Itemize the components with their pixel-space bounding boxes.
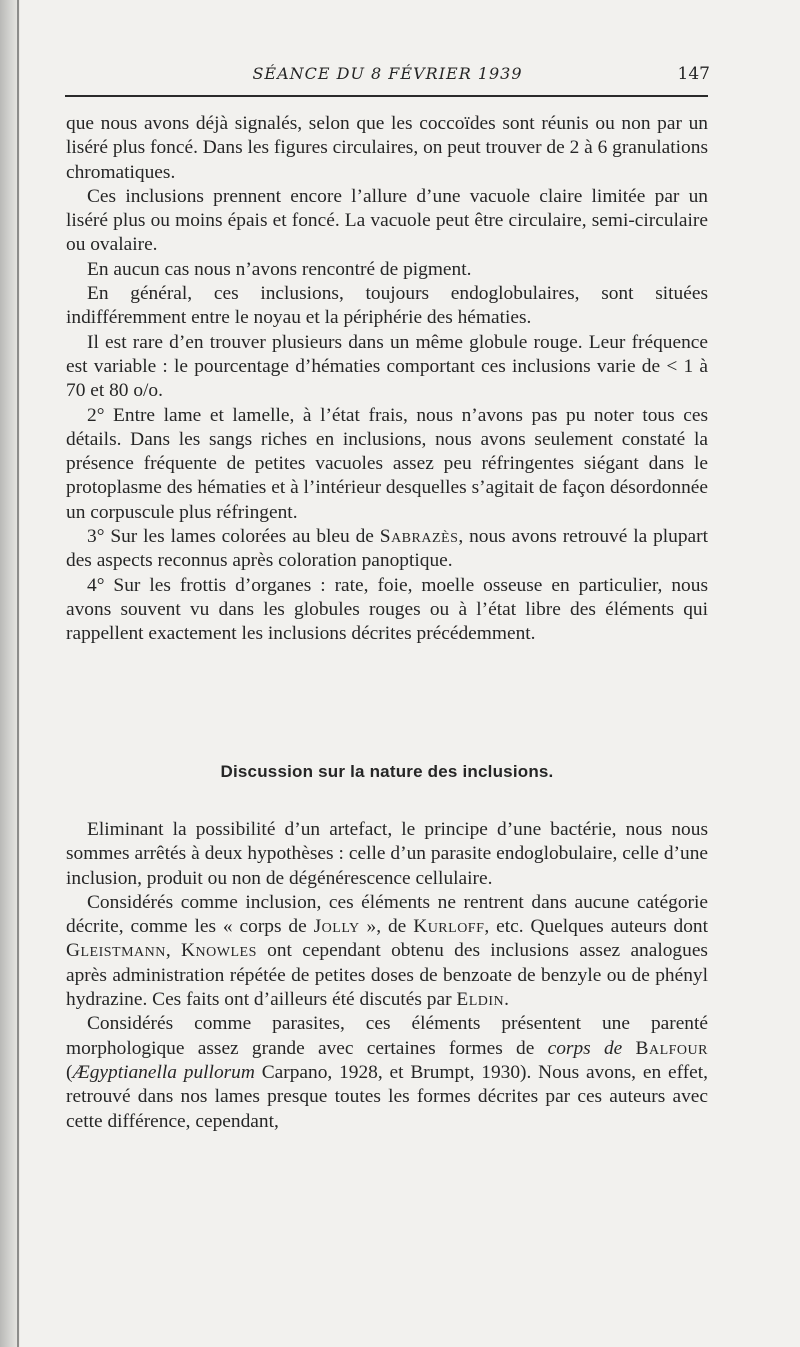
author-name: Gleistmann xyxy=(66,940,166,962)
paragraph xyxy=(66,891,708,1012)
text-run: Carpano, 1928, et Brumpt, 1930). Nous avons, en effet, retrouvé dans nos lames presque toutes les formes décrites par ces auteurs avec cette différence, cependant, xyxy=(66,1061,708,1132)
species-name: Ægyptianella pullorum xyxy=(72,1061,255,1083)
author-name: Sabrazès xyxy=(379,526,459,548)
body-text-lower xyxy=(66,818,708,1134)
paragraph: Eliminant la possibilité d’un artefact, le principe d’une bactérie, nous nous sommes arrêtés à deux hypothèses : celle d’un parasite endoglobulaire, celle d’une inclusion, produit ou non de dégénérescence cellulaire. xyxy=(66,819,708,889)
running-title: SÉANCE DU 8 FÉVRIER 1939 xyxy=(252,64,523,83)
paragraph xyxy=(66,1012,708,1133)
text-run: , etc. Quelques auteurs dont xyxy=(484,916,708,938)
text-run: Considérés comme inclusion, ces éléments ne rentrent dans aucune catégorie décrite, comme les « corps de xyxy=(66,891,708,938)
author-name: Kurloff xyxy=(413,916,485,938)
text-run: Considérés comme parasites, ces éléments présentent une parenté morphologique assez grande avec certaines formes de xyxy=(66,1013,708,1059)
text-run: ( xyxy=(66,1061,73,1083)
page-header xyxy=(65,62,710,92)
author-name: Knowles xyxy=(181,940,257,962)
header-rule xyxy=(65,95,708,97)
text-run xyxy=(622,1038,635,1059)
paragraph: 4° Sur les frottis d’organes : rate, foie, moelle osseuse en particulier, nous avons souvent vu dans les globules rouges ou à l’état libre des éléments qui rappellent exactement les inclusions décrites précédemment. xyxy=(66,574,708,645)
text-run: , nous avons retrouvé la plupart des aspects reconnus après coloration panoptique. xyxy=(66,526,708,572)
author-name: Eldin xyxy=(456,989,505,1011)
paragraph: Il est rare d’en trouver plusieurs dans un même globule rouge. Leur fréquence est variable : le pourcentage d’hématies comportant ces inclusions varie de < 1 à 70 et 80 o/o. xyxy=(66,331,708,402)
text-run: ont cependant obtenu des inclusions assez analogues après administration répétée de petites doses de benzoate de benzyle ou de phényl hydrazine. Ces faits ont d’ailleurs été discutés par xyxy=(66,940,708,1011)
text-run: , xyxy=(165,940,182,962)
author-name: Balfour xyxy=(635,1037,708,1059)
body-text-upper xyxy=(66,112,708,647)
text-run: 3° Sur les lames colorées au bleu de xyxy=(87,526,380,548)
italic-term: corps de xyxy=(547,1037,623,1059)
paragraph: En aucun cas nous n’avons rencontré de pigment. xyxy=(87,258,472,280)
page-binding-line xyxy=(17,0,19,1347)
paragraph: que nous avons déjà signalés, selon que les coccoïdes sont réunis ou non par un liséré plus foncé. Dans les figures circulaires, on peut trouver de 2 à 6 granulations chromatiques. xyxy=(66,113,708,183)
page-number: 147 xyxy=(677,64,710,84)
author-name: Jolly xyxy=(313,916,360,938)
paragraph xyxy=(66,525,708,574)
paragraph: Ces inclusions prennent encore l’allure d’une vacuole claire limitée par un liséré plus ou moins épais et foncé. La vacuole peut être circulaire, semi-circulaire ou ovalaire. xyxy=(66,185,708,256)
section-heading: Discussion sur la nature des inclusions. xyxy=(220,762,554,781)
paragraph: En général, ces inclusions, toujours endoglobulaires, sont situées indifféremment entre le noyau et la périphérie des hématies. xyxy=(66,283,708,329)
text-run: . xyxy=(504,989,510,1011)
paragraph: 2° Entre lame et lamelle, à l’état frais, nous n’avons pas pu noter tous ces détails. Dans les sangs riches en inclusions, nous avons seulement constaté la présence fréquente de petites vacuoles assez peu réfringentes siégant dans le protoplasme des hématies et à l’intérieur desquelles s’agitait de façon désordonnée un corpuscule plus réfringent. xyxy=(66,404,708,523)
text-run: », de xyxy=(359,916,414,938)
